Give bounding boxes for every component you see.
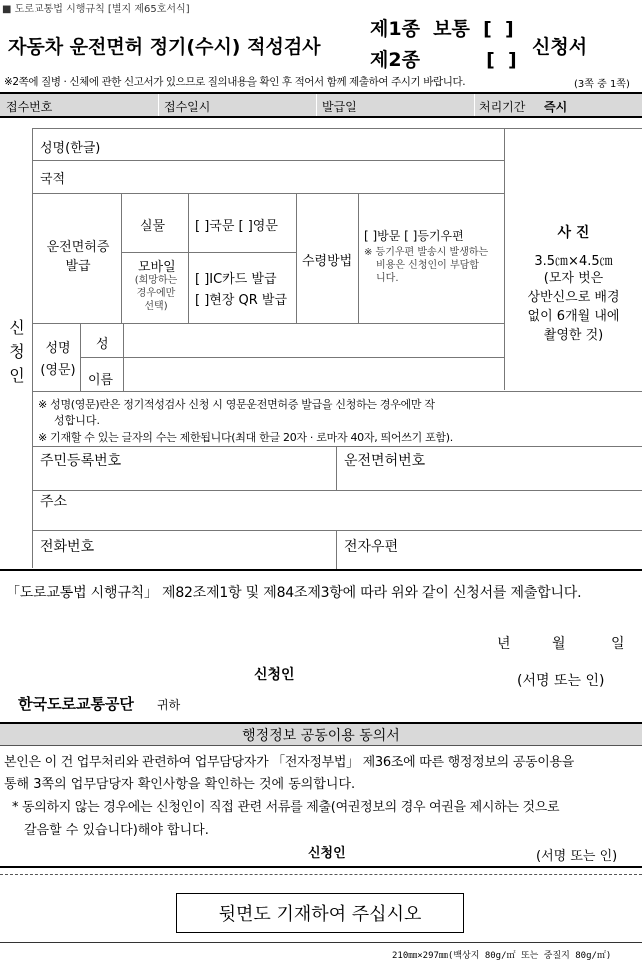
photo-instructions: (모자 벗은 상반신으로 배경 없이 6개월 내에 촬영한 것) xyxy=(527,271,620,343)
rrn-label: 주민등록번호 xyxy=(40,453,122,469)
consent-line-1: 본인은 이 건 업무처리와 관련하여 업무담당자가 「전자정부법」 제36조에 따른 행정정보의 공동이용을 xyxy=(4,755,574,770)
surname-label: 성 xyxy=(96,337,109,352)
surname-field[interactable] xyxy=(126,325,502,355)
consent-title: 행정정보 공동이용 동의서 xyxy=(242,728,400,744)
back-notice-box xyxy=(176,893,464,933)
sign-note: (서명 또는 인) xyxy=(517,673,605,689)
name-note-1b: 성합니다. xyxy=(54,414,101,427)
statement: 「도로교통법 시행규칙」 제82조제1항 및 제84조제3항에 따라 위와 같이 신청서를 제출합니다. xyxy=(6,585,582,601)
photo-title: 사 진 xyxy=(557,225,590,241)
consent-sign-note: (서명 또는 인) xyxy=(536,849,618,864)
consent-line-2: 통해 3쪽의 업무담당자 확인사항을 확인하는 것에 동의합니다. xyxy=(4,777,356,792)
form-title-suffix: 신청서 xyxy=(532,36,588,58)
nationality-field[interactable] xyxy=(150,162,500,190)
consent-line-4: 갈음할 수 있습니다)해야 합니다. xyxy=(24,823,209,838)
kind-1: 제1종 보통 [ ] xyxy=(370,18,514,40)
name-korean-label: 성명(한글) xyxy=(40,141,101,156)
mobile-label: 모바일 xyxy=(138,260,176,275)
name-korean-field[interactable] xyxy=(150,130,500,158)
paper-spec: 210㎜×297㎜(백상지 80g/㎡ 또는 중질지 80g/㎡) xyxy=(392,951,612,961)
physical-option[interactable]: [ ]국문 [ ]영문 xyxy=(195,219,278,234)
issue-date-label: 발급일 xyxy=(322,100,357,114)
name-note-2: ※ 기재할 수 있는 글자의 수는 제한됩니다(최대 한글 20자 · 로마자 40자, 띄어쓰기 포함). xyxy=(38,431,453,444)
receipt-date-label: 접수일시 xyxy=(164,100,211,114)
receive-method-label: 수령방법 xyxy=(302,254,353,269)
license-issue-label: 운전면허증 발급 xyxy=(46,240,110,274)
phone-label: 전화번호 xyxy=(40,539,95,555)
form-reference: ■ 도로교통법 시행규칙 [별지 제65호서식] xyxy=(2,4,190,15)
photo-box xyxy=(505,222,642,345)
consent-line-3: * 동의하지 않는 경우에는 신청인이 직접 관련 서류를 제출(여권정보의 경우 여권을 제시하는 것으로 xyxy=(12,800,560,815)
given-name-label: 이름 xyxy=(88,373,114,388)
applicant-side-label: 신 청 인 xyxy=(9,318,25,385)
date-day: 일 xyxy=(611,636,625,652)
consent-sign-label: 신청인 xyxy=(308,846,346,861)
page-count: (3쪽 중 1쪽) xyxy=(574,79,630,90)
notice: ※2쪽에 질병 · 신체에 관한 신고서가 있으므로 질의내용을 확인 후 적어서 함께 제출하여 주시기 바랍니다. xyxy=(4,76,466,88)
qr-option[interactable]: [ ]현장 QR 발급 xyxy=(195,293,288,308)
receipt-number-label: 접수번호 xyxy=(6,100,53,114)
receive-option[interactable]: [ ]방문 [ ]등기우편 xyxy=(364,229,464,243)
given-name-field[interactable] xyxy=(126,359,502,389)
rrn-field[interactable] xyxy=(36,470,334,486)
ic-card-option[interactable]: [ ]IC카드 발급 xyxy=(195,272,277,287)
processing-period-value: 즉시 xyxy=(544,100,568,114)
phone-field[interactable] xyxy=(36,554,334,568)
license-number-label: 운전면허번호 xyxy=(344,453,426,469)
form-title: 자동차 운전면허 정기(수시) 적성검사 xyxy=(8,36,321,58)
processing-period-label: 처리기간 xyxy=(479,100,526,114)
recipient: 한국도로교통공단 xyxy=(18,695,134,713)
mobile-note: (희망하는 경우에만 선택) xyxy=(134,275,178,312)
photo-size: 3.5㎝×4.5㎝ xyxy=(534,254,613,269)
nationality-label: 국적 xyxy=(40,172,66,187)
receive-note: ※ 등기우편 발송시 발생하는 비용은 신청인이 부담합 니다. xyxy=(364,247,489,284)
physical-label: 실물 xyxy=(140,219,166,234)
name-english-label: 성명 (영문) xyxy=(40,341,76,378)
email-label: 전자우편 xyxy=(344,539,399,555)
date-month: 월 xyxy=(552,636,566,652)
name-note-1: ※ 성명(영문)란은 정기적성검사 신청 시 영문운전면허증 발급을 신청하는 경우에만 작 xyxy=(38,398,435,411)
back-notice: 뒷면도 기재하여 주십시오 xyxy=(218,904,422,925)
email-field[interactable] xyxy=(340,554,638,568)
recipient-suffix: 귀하 xyxy=(157,698,181,712)
address-field[interactable] xyxy=(36,510,636,528)
license-number-field[interactable] xyxy=(340,470,638,486)
date-year: 년 xyxy=(497,636,511,652)
address-label: 주소 xyxy=(40,494,68,510)
kind-2: 제2종 [ ] xyxy=(370,49,517,71)
applicant-sign-label: 신청인 xyxy=(254,667,295,683)
